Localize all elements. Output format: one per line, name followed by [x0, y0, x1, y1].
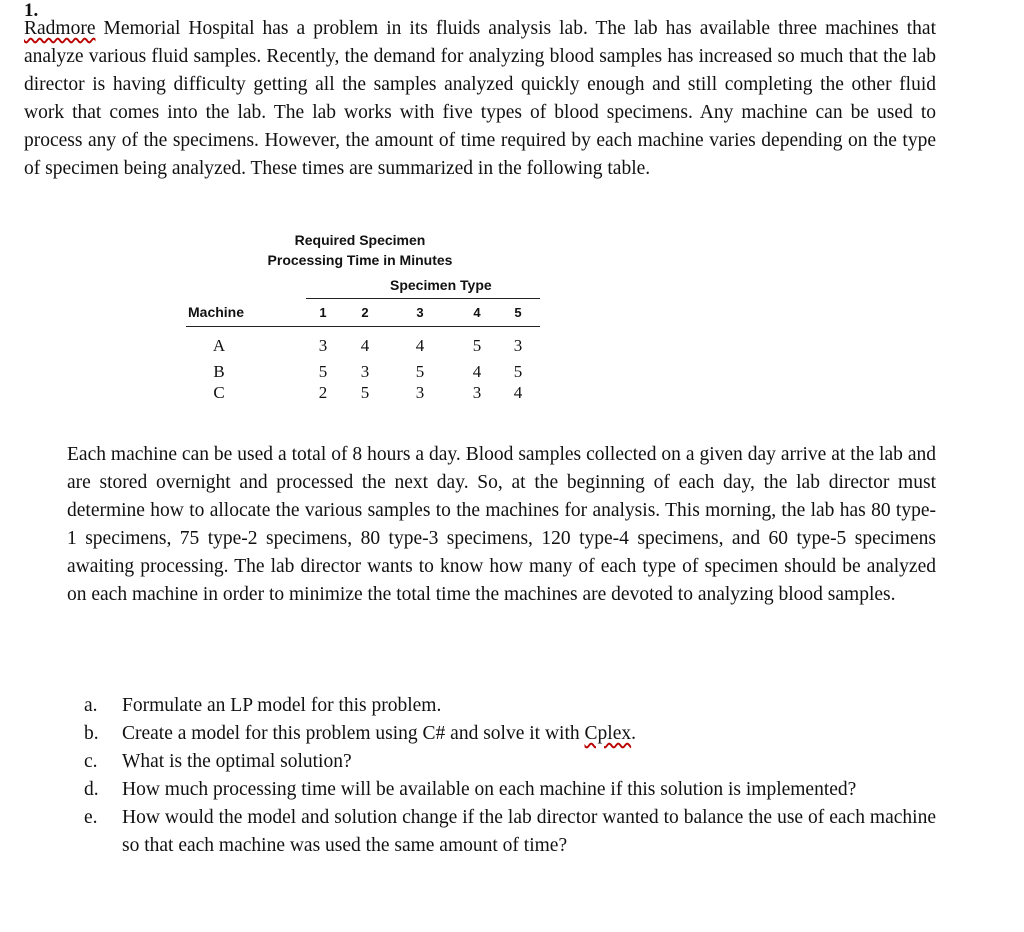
question-text: What is the optimal solution?: [122, 751, 352, 772]
question-text: How much processing time will be available on each machine if this solution is implemented?: [122, 779, 857, 800]
question-item: [84, 748, 936, 776]
column-header-4: 4: [473, 305, 481, 320]
table-cell: 2: [318, 383, 328, 402]
column-header-5: 5: [514, 305, 522, 320]
table-cell: 5: [360, 383, 370, 402]
question-list: [84, 692, 936, 860]
table-cell: 3: [318, 336, 328, 355]
table-cell: 4: [513, 383, 523, 402]
table-cell: 3: [472, 383, 482, 402]
machine-header: Machine: [188, 304, 245, 320]
table-cell: 4: [472, 362, 482, 381]
machine-label: C: [213, 383, 225, 402]
question-text: [122, 720, 936, 748]
table-cell: 5: [472, 336, 482, 355]
question-label: e.: [84, 807, 98, 828]
question-item: [84, 776, 936, 804]
group-header-rule: [306, 298, 540, 299]
question-label: b.: [84, 723, 99, 744]
question-item: [84, 804, 936, 860]
table-cell: 3: [415, 383, 425, 402]
column-header-3: 3: [416, 305, 424, 320]
column-header-2: 2: [361, 305, 369, 320]
question-label: c.: [84, 751, 98, 772]
table-cell: 5: [318, 362, 328, 381]
question-item: [84, 692, 936, 720]
table-title-line1: Required Specimen: [294, 232, 426, 248]
intro-lead-word: Radmore: [24, 18, 96, 39]
intro-text: Memorial Hospital has a problem in its fluids analysis lab. The lab has available three machines that analyze various fluid samples. Recently, the demand for analyzing blood samples has increased so much that the lab director is having difficulty getting all the samples analyzed quickly enough and still completing the other fluid work that comes into the lab. The lab works with five types of blood specimens. Any machine can be used to process any of the specimens. However, the amount of time required by each machine varies depending on the type of specimen being analyzed. These times are summarized in the following table.: [24, 18, 936, 179]
machine-label: B: [213, 362, 225, 381]
question-text-before: Create a model for this problem using C# and solve it with: [122, 723, 585, 744]
intro-paragraph: [24, 15, 936, 183]
question-item: [84, 720, 936, 748]
table-cell: 3: [513, 336, 523, 355]
problem-number: 1.: [24, 0, 39, 21]
machine-label: A: [212, 336, 226, 355]
table-cell: 5: [513, 362, 523, 381]
table-cell: 5: [415, 362, 425, 381]
question-text: Formulate an LP model for this problem.: [122, 695, 442, 716]
header-rule: [186, 326, 540, 327]
problem-paragraph: Each machine can be used a total of 8 hours a day. Blood samples collected on a given day arrive at the lab and are stored overnight and processed the next day. So, at the beginning of each day, the lab director must determine how to allocate the various samples to the machines for analysis. This morning, the lab has 80 type-1 specimens, 75 type-2 specimens, 80 type-3 specimens, 120 type-4 specimens, and 60 type-5 specimens awaiting processing. The lab director wants to know how many of each type of specimen should be analyzed on each machine in order to minimize the total time the machines are devoted to analyzing blood samples.: [67, 444, 936, 605]
question-text-after: .: [631, 723, 636, 744]
cplex-word: Cplex: [584, 723, 632, 744]
table-cell: 4: [360, 336, 370, 355]
column-header-1: 1: [319, 305, 327, 320]
question-label: a.: [84, 695, 98, 716]
table-cell: 3: [360, 362, 370, 381]
specimen-type-header: Specimen Type: [390, 277, 492, 293]
question-text: How would the model and solution change if the lab director wanted to balance the use of each machine so that each machine was used the same amount of time?: [122, 807, 936, 856]
table-title-line2: Processing Time in Minutes: [267, 252, 453, 268]
table-cell: 4: [415, 336, 425, 355]
question-label: d.: [84, 779, 99, 800]
